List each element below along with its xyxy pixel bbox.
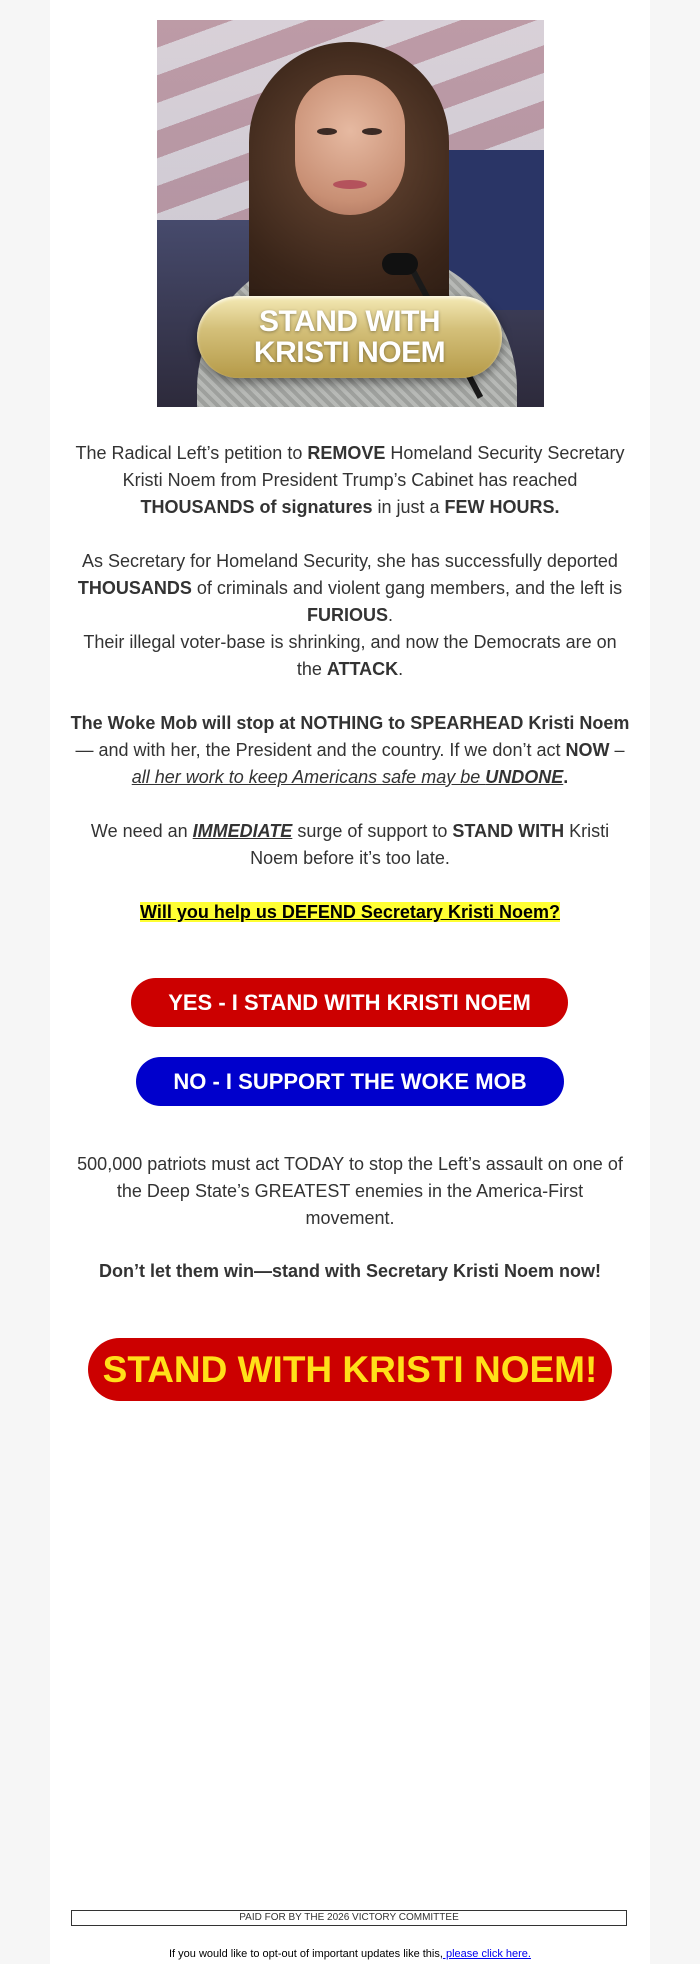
intro-emph-remove: REMOVE bbox=[307, 443, 386, 463]
p3-emph-now: NOW bbox=[565, 740, 610, 760]
p4-text-1: We need an bbox=[90, 821, 193, 841]
microphone-icon bbox=[382, 253, 418, 275]
p3-dash: – bbox=[609, 740, 625, 760]
p2-text-3: . bbox=[387, 605, 393, 625]
patriots-text: 500,000 patriots must act TODAY to stop the Left’s assault on one of the Deep State’s GREATEST enemies in the America-First movement. bbox=[77, 1154, 623, 1228]
p4-emph-immediate: IMMEDIATE bbox=[192, 821, 293, 841]
opt-out-link[interactable]: please click here. bbox=[442, 1948, 531, 1960]
hero-banner-line2: KRISTI NOEM bbox=[253, 336, 446, 369]
p3-lead: The Woke Mob will stop at NOTHING to SPEARHEAD Kristi Noem bbox=[70, 713, 630, 733]
question-line bbox=[70, 899, 630, 926]
hero-image[interactable] bbox=[157, 20, 544, 407]
dont-let-them-win-paragraph bbox=[70, 1258, 630, 1285]
stand-with-cta-button[interactable]: STAND WITH KRISTI NOEM! bbox=[88, 1338, 612, 1401]
p3-italic-text: all her work to keep Americans safe may be bbox=[131, 767, 486, 787]
opt-out-line bbox=[50, 1948, 650, 1960]
p2-emph-thousands: THOUSANDS bbox=[77, 578, 192, 598]
p2-emph-attack: ATTACK bbox=[326, 659, 399, 679]
intro-emph-thousands: THOUSANDS of signatures bbox=[140, 497, 373, 517]
deportation-paragraph bbox=[70, 548, 630, 683]
portrait-eye-left bbox=[317, 128, 337, 135]
paid-for-disclaimer: PAID FOR BY THE 2026 VICTORY COMMITTEE bbox=[71, 1910, 627, 1926]
p2-text-5: . bbox=[398, 659, 404, 679]
intro-text-3: in just a bbox=[372, 497, 445, 517]
portrait-lips bbox=[333, 180, 367, 189]
hero-banner-pill bbox=[197, 296, 502, 378]
woke-mob-paragraph bbox=[70, 710, 630, 791]
intro-paragraph bbox=[70, 440, 630, 521]
dont-let-them-win-text: Don’t let them win—stand with Secretary Kristi Noem now! bbox=[98, 1261, 602, 1281]
p3-period: . bbox=[563, 767, 569, 787]
p4-text-2: surge of support to bbox=[292, 821, 453, 841]
support-paragraph bbox=[70, 818, 630, 872]
p3-emph-undone: UNDONE bbox=[485, 767, 564, 787]
opt-out-text: If you would like to opt-out of important updates like this, bbox=[169, 1948, 443, 1960]
intro-emph-hours: FEW HOURS. bbox=[444, 497, 560, 517]
email-body bbox=[50, 0, 650, 1964]
p2-emph-furious: FURIOUS bbox=[306, 605, 388, 625]
no-support-woke-mob-button[interactable]: NO - I SUPPORT THE WOKE MOB bbox=[136, 1057, 564, 1106]
p2-text-2: of criminals and violent gang members, and the left is bbox=[191, 578, 623, 598]
p2-text-1: As Secretary for Homeland Security, she has successfully deported bbox=[82, 551, 618, 571]
intro-text-1: The Radical Left’s petition to bbox=[75, 443, 308, 463]
p2-text-4: Their illegal voter-base is shrinking, and now the Democrats are on the bbox=[83, 632, 617, 679]
p4-text-3: Kristi Noem before it’s too late. bbox=[250, 821, 610, 868]
yes-stand-with-button[interactable]: YES - I STAND WITH KRISTI NOEM bbox=[131, 978, 568, 1027]
hero-banner-line1: STAND WITH bbox=[258, 305, 441, 338]
defend-question-highlight: Will you help us DEFEND Secretary Kristi Noem? bbox=[140, 902, 560, 922]
patriots-paragraph bbox=[70, 1151, 630, 1232]
p3-text-1: — and with her, the President and the country. If we don’t act bbox=[75, 740, 566, 760]
intro-text-2: Homeland Security Secretary Kristi Noem from President Trump’s Cabinet has reached bbox=[122, 443, 625, 490]
p4-emph-stand-with: STAND WITH bbox=[452, 821, 565, 841]
portrait-eye-right bbox=[362, 128, 382, 135]
portrait-face bbox=[295, 75, 405, 215]
